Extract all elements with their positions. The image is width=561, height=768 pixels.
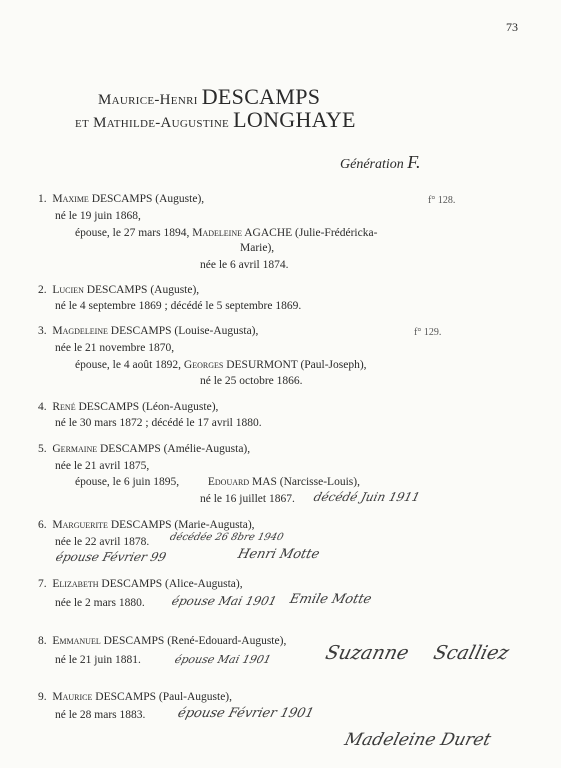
entry-3-heading	[38, 325, 258, 337]
parents: (René-Edouard-Auguste),	[167, 635, 287, 647]
marriage-line	[75, 476, 360, 488]
marriage-date: épouse, le 27 mars 1894,	[75, 227, 190, 239]
given-name: Maxime	[52, 193, 89, 205]
parents: (Marie-Augusta),	[174, 519, 255, 531]
spouse-birth: né le 16 juillet 1867.	[200, 493, 295, 505]
handwritten-spouse-surname: Scalliez	[431, 642, 512, 664]
handwritten-note: décédé Juin 1911	[312, 490, 422, 504]
entry-number: 4.	[38, 401, 47, 413]
spouse-birth: né le 25 octobre 1866.	[200, 375, 303, 387]
birth-line: née le 21 avril 1875,	[55, 460, 150, 472]
parents: (Amélie-Augusta),	[163, 443, 251, 455]
entry-7-heading	[38, 578, 243, 590]
mother-given-name: et Mathilde-Augustine	[75, 115, 230, 131]
mother-surname: LONGHAYE	[233, 107, 356, 132]
entry-number: 6.	[38, 519, 47, 531]
parents: (Alice-Augusta),	[164, 578, 243, 590]
given-name: Germaine	[52, 443, 98, 455]
given-name: Emmanuel	[52, 635, 101, 647]
family-title-line-2	[75, 107, 356, 133]
entry-9-heading	[38, 691, 232, 703]
spouse-birth: née le 6 avril 1874.	[200, 259, 289, 271]
surname: DESCAMPS	[95, 691, 156, 703]
generation-word: Génération	[340, 157, 404, 172]
birth-line: né le 19 juin 1868,	[55, 210, 141, 222]
entry-number: 9.	[38, 691, 47, 703]
entry-5-heading	[38, 443, 250, 455]
entry-number: 1.	[38, 193, 47, 205]
handwritten-marriage-note: épouse Février 1901	[176, 706, 316, 721]
spouse-given: Georges	[183, 359, 224, 371]
spouse-name: DESURMONT (Paul-Joseph),	[226, 359, 367, 371]
marriage-line	[75, 359, 367, 371]
generation-label	[340, 152, 420, 173]
surname: DESCAMPS	[110, 325, 172, 337]
given-name: Marguerite	[52, 519, 108, 531]
handwritten-spouse-given: Suzanne	[323, 642, 412, 664]
entry-number: 3.	[38, 325, 47, 337]
birth-line: née le 22 avril 1878.	[55, 536, 150, 548]
entry-number: 5.	[38, 443, 47, 455]
surname: DESCAMPS	[86, 284, 148, 296]
surname: DESCAMPS	[103, 635, 165, 647]
parents: (Auguste),	[150, 284, 200, 296]
spouse-name: AGACHE (Julie-Frédéricka-	[244, 227, 378, 239]
surname: DESCAMPS	[91, 193, 153, 205]
spouse-name-cont: Marie),	[240, 242, 275, 254]
entry-2-heading	[38, 284, 199, 296]
folio-ref: f° 129.	[414, 327, 442, 338]
given-name: Lucien	[52, 284, 84, 296]
father-surname: DESCAMPS	[201, 84, 321, 109]
entry-8-heading	[38, 635, 286, 647]
parents: (Léon-Auguste),	[142, 401, 219, 413]
handwritten-death-note: décédée 26 8bre 1940	[168, 532, 285, 543]
handwritten-spouse-name: Henri Motte	[236, 547, 322, 562]
entry-6-heading	[38, 519, 255, 531]
surname: DESCAMPS	[78, 401, 140, 413]
spouse-given: Edouard	[207, 476, 250, 488]
spouse-given: Madeleine	[192, 227, 242, 239]
generation-letter: F.	[407, 152, 421, 172]
parents: (Paul-Auguste),	[158, 691, 232, 703]
handwritten-marriage-note: épouse Mai 1901	[173, 653, 273, 666]
birth-death-line: né le 4 septembre 1869 ; décédé le 5 septembre 1869.	[55, 300, 302, 312]
marriage-date: épouse, le 6 juin 1895,	[75, 476, 180, 488]
entry-1-heading	[38, 193, 204, 205]
entry-number: 8.	[38, 635, 47, 647]
handwritten-spouse-name: Emile Motte	[288, 592, 374, 607]
birth-line: né le 21 juin 1881.	[55, 654, 141, 666]
birth-line: née le 21 novembre 1870,	[55, 342, 175, 354]
parents: (Louise-Augusta),	[174, 325, 259, 337]
birth-death-line: né le 30 mars 1872 ; décédé le 17 avril 1880.	[55, 417, 262, 429]
father-given-name: Maurice-Henri	[98, 92, 198, 108]
given-name: René	[52, 401, 76, 413]
given-name: Magdeleine	[52, 325, 108, 337]
page-number: 73	[506, 20, 518, 34]
folio-ref: f° 128.	[428, 195, 456, 206]
given-name: Maurice	[52, 691, 93, 703]
parents: (Auguste),	[155, 193, 205, 205]
given-name: Elizabeth	[52, 578, 99, 590]
handwritten-marriage-note: épouse Mai 1901	[170, 594, 279, 608]
spouse-name: MAS (Narcisse-Louis),	[252, 476, 360, 488]
birth-line: née le 2 mars 1880.	[55, 597, 145, 609]
entry-number: 2.	[38, 284, 47, 296]
handwritten-marriage-note: épouse Février 99	[54, 550, 168, 564]
surname: DESCAMPS	[100, 443, 161, 455]
entry-number: 7.	[38, 578, 47, 590]
entry-4-heading	[38, 401, 218, 413]
surname: DESCAMPS	[110, 519, 172, 531]
birth-line: né le 28 mars 1883.	[55, 709, 146, 721]
marriage-date: épouse, le 4 août 1892,	[75, 359, 182, 371]
marriage-line	[75, 227, 377, 239]
handwritten-spouse-name: Madeleine Duret	[342, 730, 493, 750]
surname: DESCAMPS	[101, 578, 163, 590]
